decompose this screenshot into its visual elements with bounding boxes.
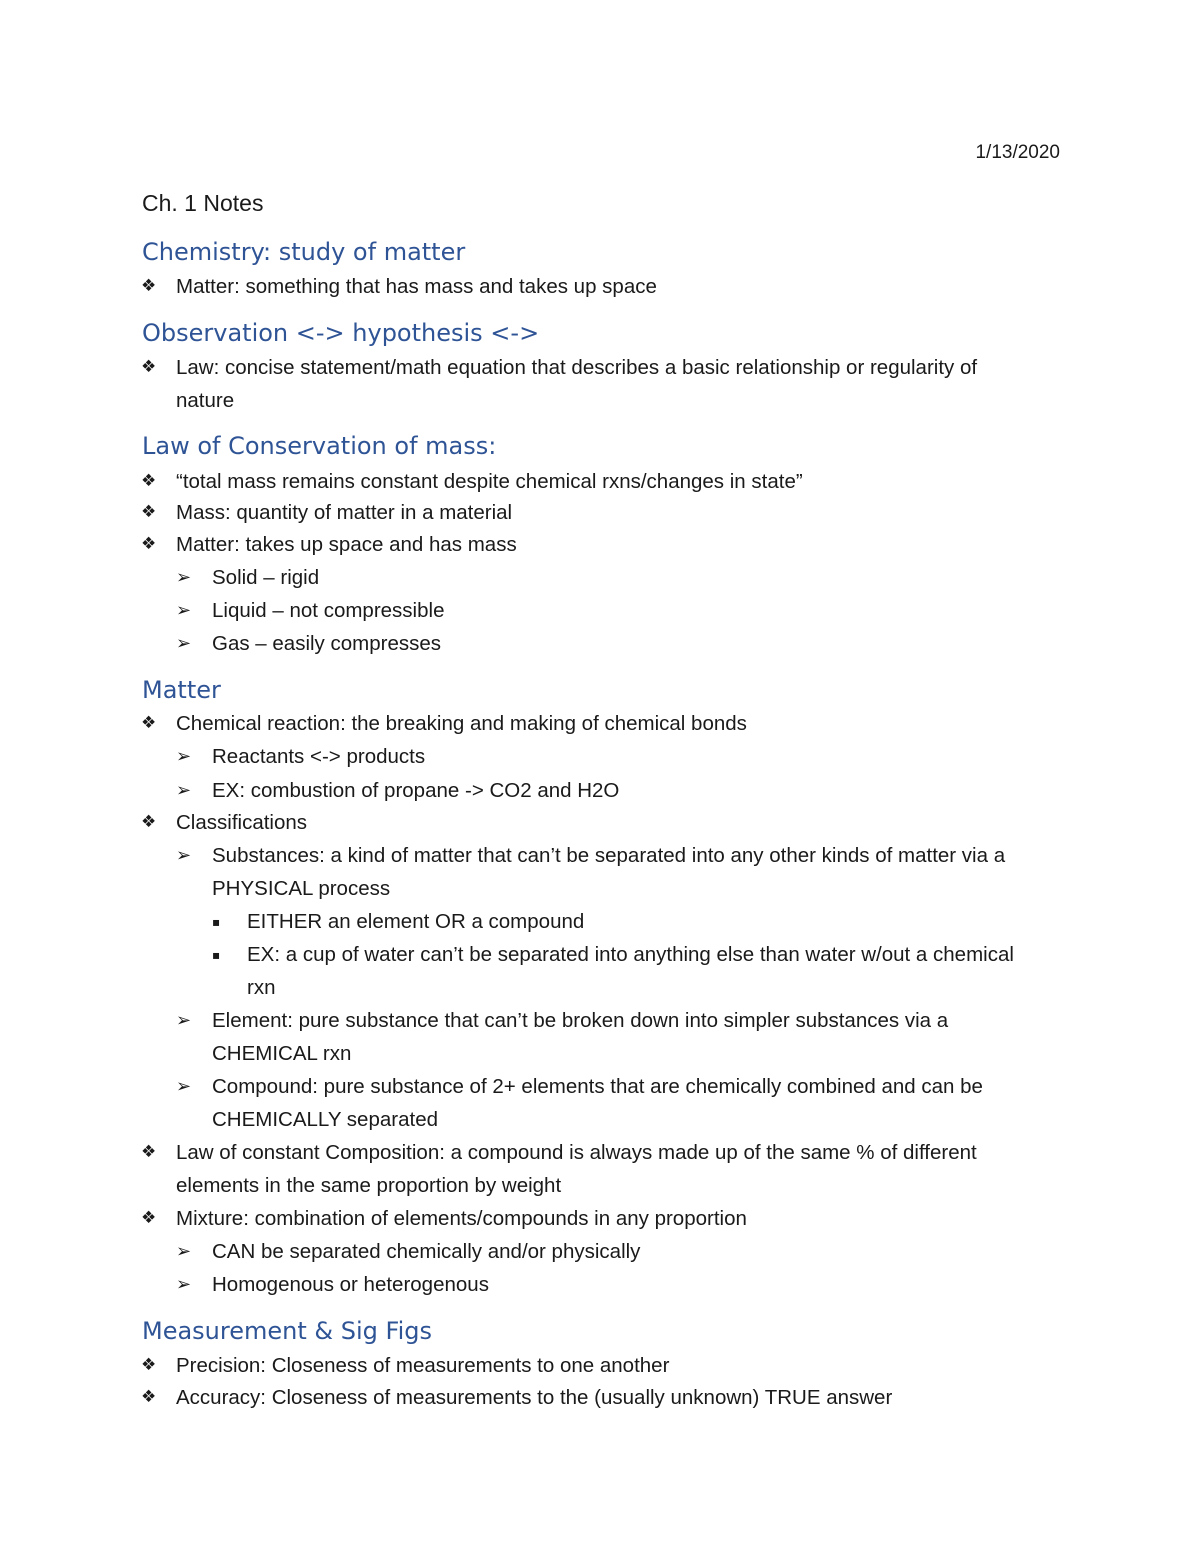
- list-item-text: CHEMICAL rxn: [212, 1042, 352, 1065]
- arrow-bullet-icon: ➢: [176, 1076, 192, 1097]
- list-item-text: CHEMICALLY separated: [212, 1108, 438, 1131]
- list-item-text: Reactants <-> products: [212, 745, 426, 768]
- list-item-continuation: [176, 384, 234, 417]
- arrow-bullet-icon: ➢: [176, 1274, 192, 1295]
- diamond-bullet-icon: ❖: [141, 1208, 157, 1228]
- list-item-text: Law: concise statement/math equation that describes a basic relationship or regularity of: [176, 356, 978, 379]
- diamond-bullet-icon: ❖: [141, 502, 157, 522]
- sub-list-item: [176, 839, 1006, 872]
- list-item: [141, 806, 308, 839]
- sub-list-item: [176, 594, 445, 627]
- diamond-bullet-icon: ❖: [141, 713, 157, 733]
- note-date: 1/13/2020: [975, 142, 1060, 163]
- list-item: [141, 1136, 977, 1169]
- list-item-text: Substances: a kind of matter that can’t be separated into any other kinds of matter via a: [212, 844, 1006, 867]
- diamond-bullet-icon: ❖: [141, 1142, 157, 1162]
- sub-list-item: [176, 1268, 489, 1301]
- sub-list-item: [176, 774, 620, 807]
- arrow-bullet-icon: ➢: [176, 633, 192, 654]
- diamond-bullet-icon: ❖: [141, 1387, 157, 1407]
- list-item-text: Precision: Closeness of measurements to one another: [176, 1354, 670, 1377]
- section-heading-conservation-of-mass: Law of Conservation of mass:: [142, 432, 497, 460]
- list-item-text: Accuracy: Closeness of measurements to the (usually unknown) TRUE answer: [176, 1386, 893, 1409]
- list-item-continuation: [247, 971, 275, 1004]
- list-item: [141, 1349, 670, 1382]
- list-item-text: Matter: takes up space and has mass: [176, 533, 517, 556]
- list-item-text: Compound: pure substance of 2+ elements that are chemically combined and can be: [212, 1075, 983, 1098]
- list-item-text: Mixture: combination of elements/compounds in any proportion: [176, 1207, 747, 1230]
- list-item: [141, 707, 747, 740]
- list-item-text: Classifications: [176, 811, 308, 834]
- list-item-text: PHYSICAL process: [212, 877, 391, 900]
- list-item-text: elements in the same proportion by weight: [176, 1174, 562, 1197]
- list-item-text: Liquid – not compressible: [212, 599, 445, 622]
- square-bullet-icon: ▪: [212, 948, 221, 962]
- list-item-text: nature: [176, 389, 235, 412]
- square-bullet-icon: ▪: [212, 915, 221, 929]
- list-item-continuation: [212, 1037, 351, 1070]
- list-item-text: Matter: something that has mass and takes up space: [176, 275, 657, 298]
- section-heading-measurement: Measurement & Sig Figs: [142, 1317, 432, 1345]
- diamond-bullet-icon: ❖: [141, 276, 157, 296]
- arrow-bullet-icon: ➢: [176, 600, 192, 621]
- arrow-bullet-icon: ➢: [176, 780, 192, 801]
- arrow-bullet-icon: ➢: [176, 1010, 192, 1031]
- sub-sub-list-item: [212, 905, 585, 938]
- list-item-text: Solid – rigid: [212, 566, 320, 589]
- arrow-bullet-icon: ➢: [176, 746, 192, 767]
- list-item: [141, 496, 513, 529]
- sub-list-item: [176, 1235, 641, 1268]
- list-item-text: “total mass remains constant despite chemical rxns/changes in state”: [176, 470, 803, 493]
- list-item-text: Chemical reaction: the breaking and making of chemical bonds: [176, 712, 747, 735]
- diamond-bullet-icon: ❖: [141, 534, 157, 554]
- sub-list-item: [176, 627, 442, 660]
- list-item: [141, 351, 978, 384]
- list-item-text: rxn: [247, 976, 276, 999]
- list-item-text: EX: a cup of water can’t be separated into anything else than water w/out a chemical: [247, 943, 1014, 966]
- document-title: Ch. 1 Notes: [142, 190, 264, 216]
- arrow-bullet-icon: ➢: [176, 845, 192, 866]
- list-item-text: Mass: quantity of matter in a material: [176, 501, 513, 524]
- list-item-text: Law of constant Composition: a compound is always made up of the same % of different: [176, 1141, 977, 1164]
- diamond-bullet-icon: ❖: [141, 812, 157, 832]
- sub-sub-list-item: [212, 938, 1014, 971]
- sub-list-item: [176, 1070, 983, 1103]
- list-item-text: CAN be separated chemically and/or physically: [212, 1240, 641, 1263]
- list-item-text: Gas – easily compresses: [212, 632, 442, 655]
- section-heading-matter: Matter: [142, 676, 221, 704]
- list-item-continuation: [212, 1103, 438, 1136]
- sub-list-item: [176, 740, 426, 773]
- section-heading-chemistry: Chemistry: study of matter: [142, 238, 466, 266]
- list-item-text: EX: combustion of propane -> CO2 and H2O: [212, 779, 620, 802]
- section-heading-observation: Observation <-> hypothesis <->: [142, 319, 540, 347]
- list-item: [141, 270, 657, 303]
- list-item-text: Homogenous or heterogenous: [212, 1273, 489, 1296]
- list-item-text: Element: pure substance that can’t be broken down into simpler substances via a: [212, 1009, 949, 1032]
- sub-list-item: [176, 561, 320, 594]
- sub-list-item: [176, 1004, 949, 1037]
- list-item-continuation: [212, 872, 390, 905]
- arrow-bullet-icon: ➢: [176, 1241, 192, 1262]
- diamond-bullet-icon: ❖: [141, 1355, 157, 1375]
- list-item: [141, 465, 803, 498]
- diamond-bullet-icon: ❖: [141, 471, 157, 491]
- arrow-bullet-icon: ➢: [176, 567, 192, 588]
- list-item-continuation: [176, 1169, 561, 1202]
- diamond-bullet-icon: ❖: [141, 357, 157, 377]
- list-item-text: EITHER an element OR a compound: [247, 910, 585, 933]
- list-item: [141, 528, 517, 561]
- list-item: [141, 1202, 747, 1235]
- list-item: [141, 1381, 893, 1414]
